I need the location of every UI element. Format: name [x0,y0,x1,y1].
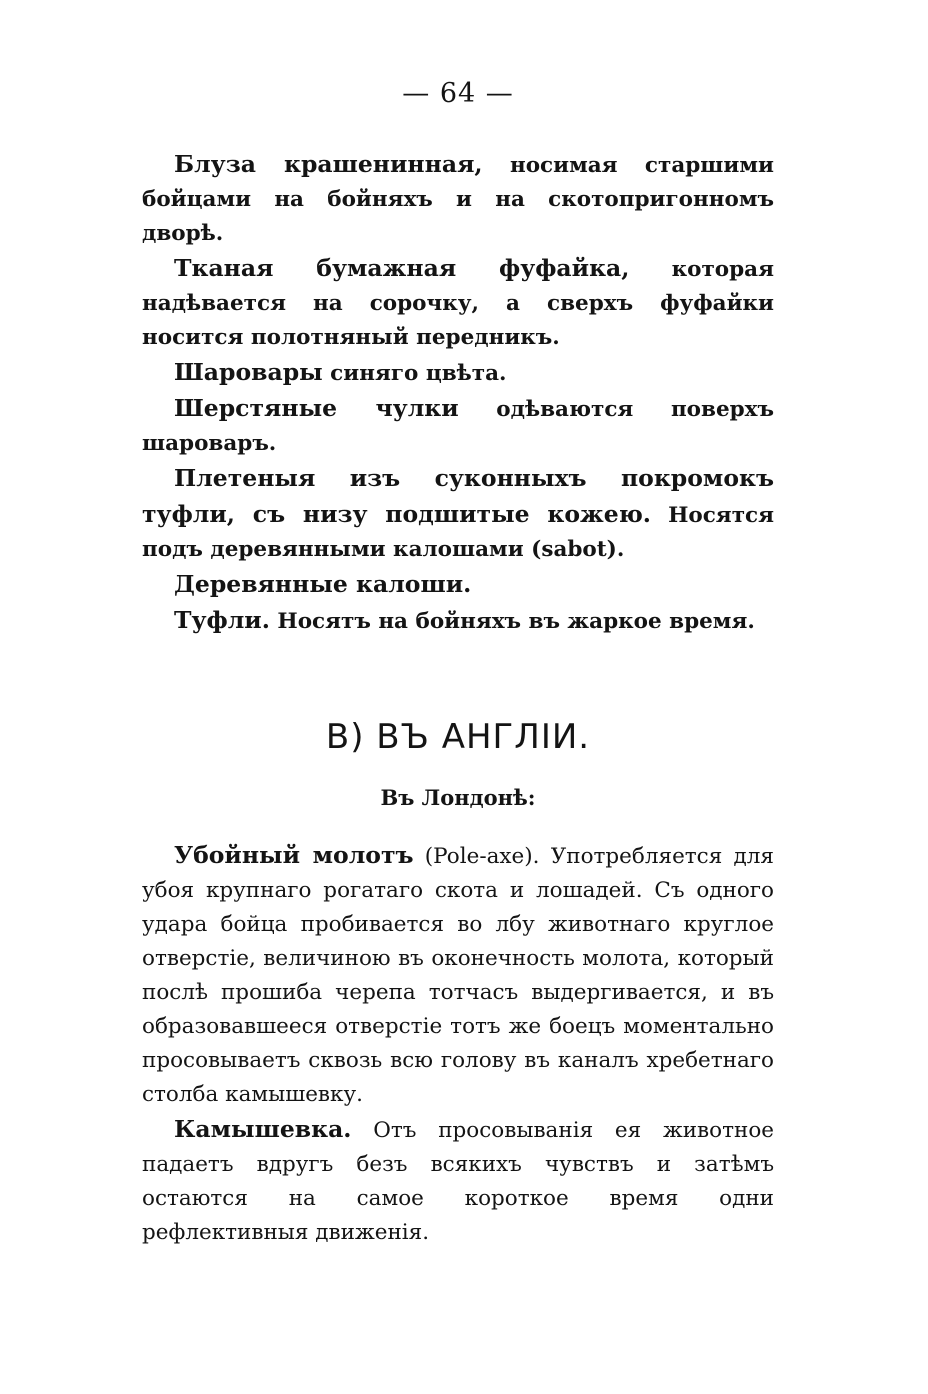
item-stockings [142,391,774,461]
item-term: Тканая бумажная фуфайка, [174,254,630,282]
item-text: Носятся подъ деревянными калошами (sabot). [142,503,774,562]
item-text: одѣваются поверхъ шароваръ. [142,397,774,456]
item-jersey [142,251,774,355]
item-text: (Pole-axe). Употребляется для убоя крупнаго рогатаго скота и лошадей. Съ одного удара бойца пробивается во лбу животнаго круглое отверстіе, величиною въ оконечность молота, который послѣ прошиба черепа тотчасъ выдергивается, и въ образовавшееся отверстіе тотъ же боецъ моментально просовываетъ сквозь всю голову въ каналъ хребетнаго столба камышевку. [142,844,774,1107]
item-wooden-galoshes [142,567,774,603]
item-slippers-woven [142,461,774,567]
item-term: Камышевка. [174,1115,352,1143]
item-text: синяго цвѣта. [322,361,507,386]
item-term: Туфли. [174,606,270,634]
item-term: Деревянные калоши. [174,570,472,598]
item-slippers [142,603,774,639]
subheading: Въ Лондонѣ: [380,785,536,810]
item-term: Шаровары [174,358,323,386]
item-text: которая надѣвается на сорочку, а сверхъ фуфайки носится полотняный передникъ. [142,257,774,350]
item-text: Носятъ на бойняхъ въ жаркое время. [269,609,755,634]
book-page [142,78,774,1250]
item-term: Плетеныя изъ суконныхъ покромокъ туфли, съ низу подшитые кожею. [142,464,774,528]
item-term: Шерстяные чулки [174,394,459,422]
item-term: Убойный молотъ [174,841,414,869]
item-blouse [142,147,774,251]
item-term: Блуза крашенинная, [174,150,483,178]
item-cane [142,1112,774,1250]
page-number: — 64 — [402,78,514,109]
section-heading: B) ВЪ АНГЛІИ. [325,717,591,757]
item-text: Отъ просовыванія ея животное падаетъ вдругъ безъ всякихъ чувствъ и затѣмъ остаются на самое короткое время одни рефлективныя движенія. [142,1118,774,1245]
item-pole-axe [142,838,774,1112]
item-text: носимая старшими бойцами на бойняхъ и на скотопригонномъ дворѣ. [142,153,774,246]
item-trousers [142,355,774,391]
